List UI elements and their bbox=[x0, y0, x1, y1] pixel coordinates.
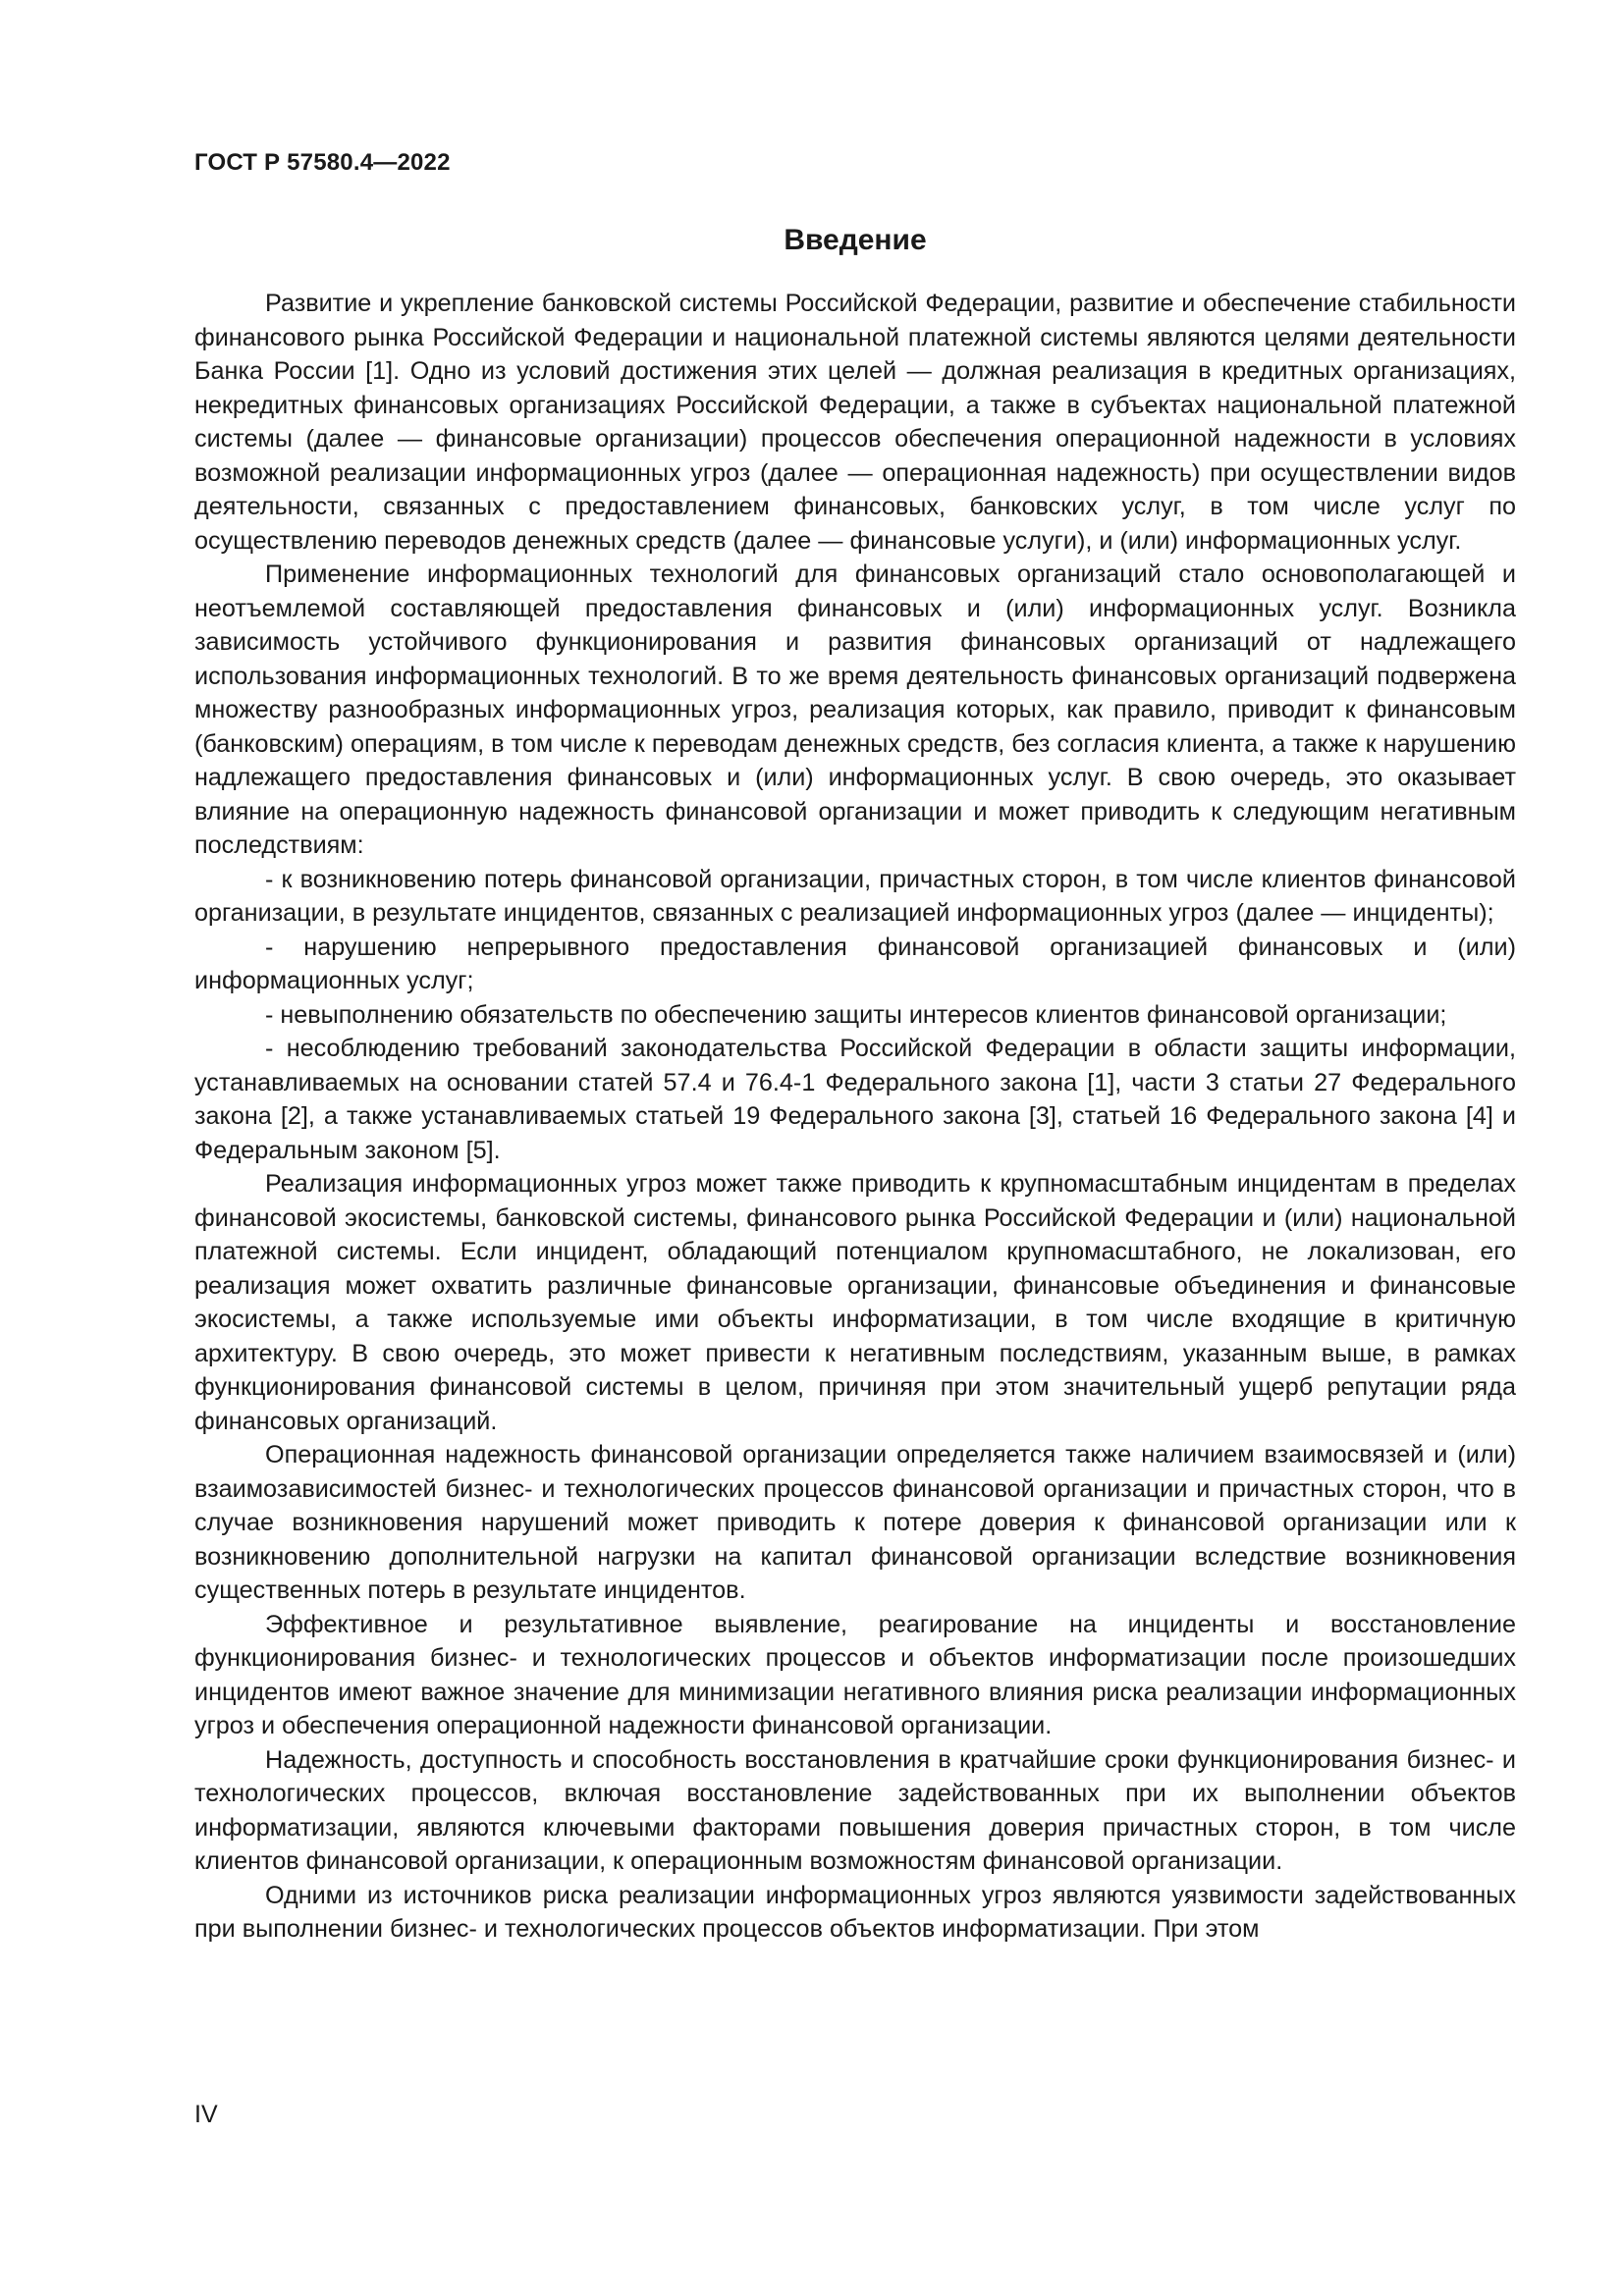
list-item: - несоблюдению требований законодательства Российской Федерации в области защиты информации, устанавливаемых на основании статей 57.4 и 76.4-1 Федерального закона [1], части 3 статьи 27 Федерального закона [2], а также устанавливаемых статьей 19 Федерального закона [3], статьей 16 Федерального закона [4] и Федеральным законом [5]. bbox=[194, 1035, 1516, 1164]
list-item: - нарушению непрерывного предоставления финансовой организацией финансовых и (или) информационных услуг; bbox=[194, 933, 1516, 994]
paragraph: Применение информационных технологий для финансовых организаций стало основополагающей и неотъемлемой составляющей предоставления финансовых и (или) информационных услуг. Возникла зависимость устойчивого функционирования и развития финансовых организаций от надлежащего использования информационных технологий. В то же время деятельность финансовых организаций подвержена множеству разнообразных информационных угроз, реализация которых, как правило, приводит к финансовым (банковским) операциям, в том числе к переводам денежных средств, без согласия клиента, а также к нарушению надлежащего предоставления финансовых и (или) информационных услуг. В свою очередь, это оказывает влияние на операционную надежность финансовой организации и может приводить к следующим негативным последствиям: bbox=[194, 561, 1516, 859]
paragraph: Одними из источников риска реализации информационных угроз являются уязвимости задействованных при выполнении бизнес- и технологических процессов объектов информатизации. При этом bbox=[194, 1881, 1516, 1943]
paragraph: Эффективное и результативное выявление, реагирование на инциденты и восстановление функционирования бизнес- и технологических процессов и объектов информатизации после произошедших инцидентов имеют важное значение для минимизации негативного влияния риска реализации информационных угроз и обеспечения операционной надежности финансовой организации. bbox=[194, 1610, 1516, 1739]
paragraph: Операционная надежность финансовой организации определяется также наличием взаимосвязей и (или) взаимозависимостей бизнес- и технологических процессов финансовой организации и причастных сторон, что в случае возникновения нарушений может приводить к потере доверия к финансовой организации или к возникновению дополнительной нагрузки на капитал финансовой организации вследствие возникновения существенных потерь в результате инцидентов. bbox=[194, 1441, 1516, 1604]
paragraph: Реализация информационных угроз может также приводить к крупномасштабным инцидентам в пределах финансовой экосистемы, банковской системы, финансового рынка Российской Федерации и (или) национальной платежной системы. Если инцидент, обладающий потенциалом крупномасштабного, не локализован, его реализация может охватить различные финансовые организации, финансовые объединения и финансовые экосистемы, а также используемые ими объекты информатизации, в том числе входящие в критичную архитектуру. В свою очередь, это может привести к негативным последствиям, указанным выше, в рамках функционирования финансовой системы в целом, причиняя при этом значительный ущерб репутации ряда финансовых организаций. bbox=[194, 1170, 1516, 1435]
body-text bbox=[194, 287, 1516, 1947]
list-item: - к возникновению потерь финансовой организации, причастных сторон, в том числе клиентов финансовой организации, в результате инцидентов, связанных с реализацией информационных угроз (далее — инциденты); bbox=[194, 865, 1516, 927]
page-number: IV bbox=[194, 2101, 218, 2128]
paragraph: Развитие и укрепление банковской системы Российской Федерации, развитие и обеспечение стабильности финансового рынка Российской Федерации и национальной платежной системы являются целями деятельности Банка России [1]. Одно из условий достижения этих целей — должная реализация в кредитных организациях, некредитных финансовых организациях Российской Федерации, а также в субъектах национальной платежной системы (далее — финансовые организации) процессов обеспечения операционной надежности в условиях возможной реализации информационных угроз (далее — операционная надежность) при осуществлении видов деятельности, связанных с предоставлением финансовых, банковских услуг, в том числе услуг по осуществлению переводов денежных средств (далее — финансовые услуги), и (или) информационных услуг. bbox=[194, 290, 1516, 555]
section-title: Введение bbox=[784, 224, 927, 256]
list-item: - невыполнению обязательств по обеспечению защиты интересов клиентов финансовой организации; bbox=[265, 1000, 1447, 1029]
paragraph: Надежность, доступность и способность восстановления в кратчайшие сроки функционирования бизнес- и технологических процессов, включая восстановление задействованных при их выполнении объектов информатизации, являются ключевыми факторами повышения доверия причастных сторон, в том числе клиентов финансовой организации, к операционным возможностям финансовой организации. bbox=[194, 1745, 1516, 1875]
document-header: ГОСТ Р 57580.4—2022 bbox=[194, 149, 451, 176]
